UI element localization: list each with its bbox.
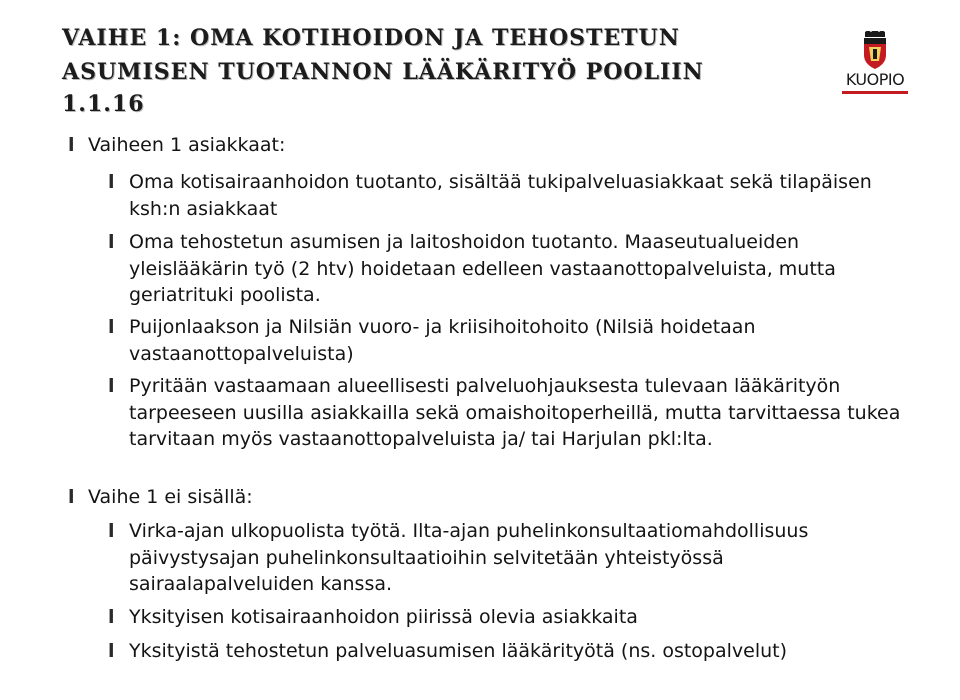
bullet-marker: l: [68, 134, 75, 156]
logo-underline: [842, 91, 908, 94]
list-item: Oma tehostetun asumisen ja laitoshoidon tuotanto. Maaseutualueiden yleislääkärin työ (2 htv) hoidetaan edelleen vastaanottopalveluista, mutta geriatrituki poolista.: [129, 231, 836, 306]
section-heading-2: Vaihe 1 ei sisällä:: [88, 486, 253, 508]
list-item: Virka-ajan ulkopuolista työtä. Ilta-ajan puhelinkonsultaatiomahdollisuus päivystysajan puhelinkonsultaatioihin selvitetään yhteistyössä sairaalapalveluiden kanssa.: [129, 520, 809, 595]
bullet-marker: l: [68, 486, 75, 508]
list-item: Puijonlaakson ja Nilsiän vuoro- ja kriisihoitohoito (Nilsiä hoidetaan vastaanottopalveluista): [129, 316, 756, 365]
kuopio-coat-of-arms-icon: [840, 31, 910, 71]
bullet-marker: l: [108, 231, 115, 253]
bullet-marker: l: [108, 606, 115, 628]
bullet-marker: l: [108, 640, 115, 662]
slide-title-line-2: ASUMISEN TUOTANNON LÄÄKÄRITYÖ POOLIIN: [62, 59, 704, 85]
bullet-marker: l: [108, 520, 115, 542]
list-item: Yksityisen kotisairaanhoidon piirissä olevia asiakkaita: [129, 606, 638, 628]
section-heading-1: Vaiheen 1 asiakkaat:: [88, 134, 286, 156]
bullet-marker: l: [108, 171, 115, 193]
bullet-marker: l: [108, 316, 115, 338]
list-item: Yksityistä tehostetun palveluasumisen lääkärityötä (ns. ostopalvelut): [129, 640, 788, 662]
list-item: Pyritään vastaamaan alueellisesti palveluohjauksesta tulevaan lääkärityön tarpeeseen uusilla asiakkailla sekä omaishoitoperheillä, mutta tarvittaessa tukea tarvitaan myös vastaanottopalveluista ja/ tai Harjulan pkl:lta.: [129, 375, 901, 450]
list-item: Oma kotisairaanhoidon tuotanto, sisältää tukipalveluasiakkaat sekä tilapäisen ksh:n asiakkaat: [129, 171, 872, 220]
slide-title-line-1: VAIHE 1: OMA KOTIHOIDON JA TEHOSTETUN: [62, 25, 680, 51]
kuopio-logo: [840, 31, 910, 97]
logo-text: KUOPIO: [845, 70, 905, 89]
slide-title-line-3: 1.1.16: [62, 91, 145, 117]
bullet-marker: l: [108, 375, 115, 397]
